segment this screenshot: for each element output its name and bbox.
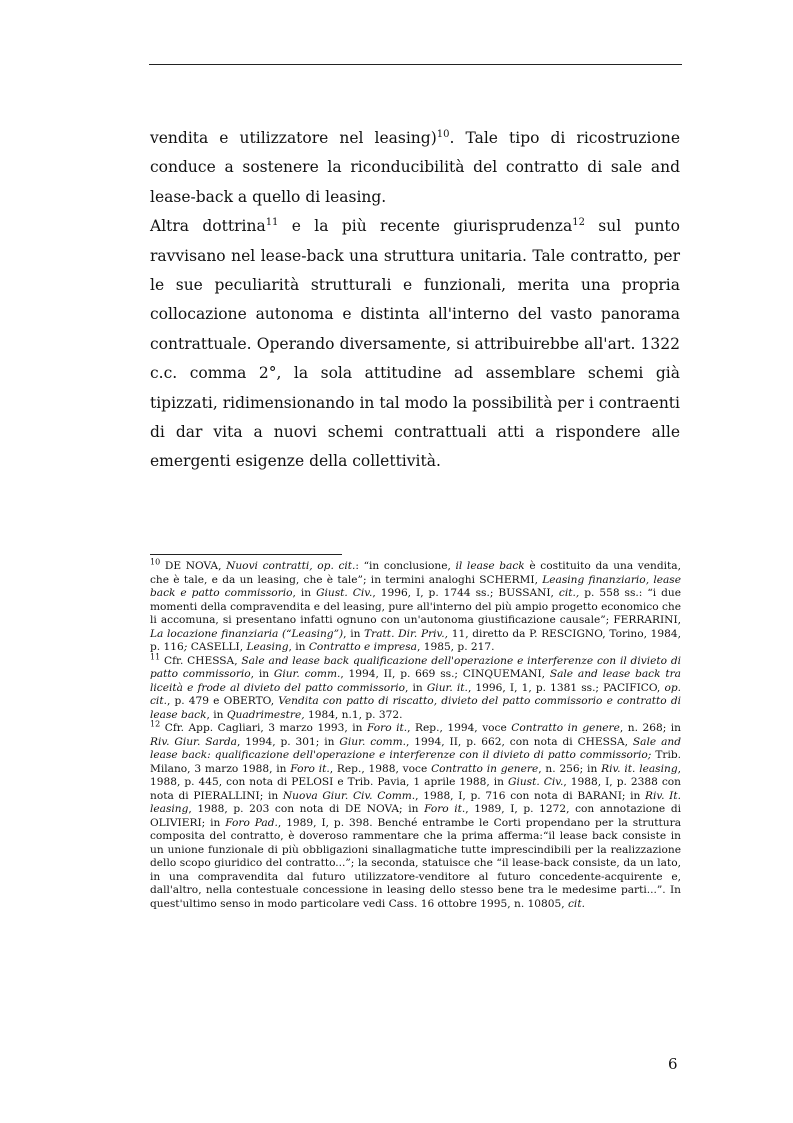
text-run: , 1994, II, p. 669 ss.; CINQUEMANI,	[340, 668, 550, 680]
italic-text: Vendita con patto di riscatto, divieto del patto commissorio e contratto di lease back	[150, 695, 681, 721]
header-rule	[149, 64, 682, 65]
page-number: 6	[668, 1055, 678, 1073]
italic-text: cit.,	[558, 587, 580, 599]
body-paragraph	[150, 124, 680, 212]
text-run: DE NOVA,	[160, 560, 227, 572]
italic-text: La locazione finanziaria (“Leasing”)	[150, 627, 344, 640]
text-run: , 1989, I, p. 1272, con annotazione di OLIVIERI; in	[150, 803, 681, 829]
text-run: p. 558 ss.: “i due momenti della compravendita e del leasing, pure all'interno del più ampio progetto economico che li accomuna, si presentano infatti ognuno con un'autonoma giustificazione causale”; FERRARINI,	[150, 587, 681, 626]
text-run: , 1988, p. 445, con nota di PELOSI e Trib. Pavia, 1 aprile 1988, in	[150, 762, 681, 788]
italic-text: Giur. comm.	[339, 735, 407, 748]
footnotes	[150, 557, 682, 911]
text-run: 11, diretto da P. RESCIGNO, Torino, 1984, p. 116	[150, 627, 681, 653]
text-run: Trib. Milano, 3 marzo 1988, in	[150, 749, 681, 775]
text-run: , 1989, I, p. 398. Benché entrambe le Corti propendano per la struttura composita del contratto, è doveroso rammentare che la prima afferma:“il lease back consiste in un unione funzionale di più obbligazioni sinallagmatiche tutte imprescindibili per la realizzazione dello scopo giuridico del contratto...”; la seconda, statuisce che “il lease-back consiste, da un lato, in una compravendita dal futuro utilizzatore-venditore al futuro concedente-acquirente e, dall'altro, nella contestuale concessione in leasing dello stesso bene tra le medesime parti...”. In quest'ultimo senso in modo particolare vedi Cass. 16 ottobre 1995, n. 10805,	[150, 816, 682, 910]
footnote-ref: 11	[150, 651, 161, 661]
italic-text: Riv. It. leasing	[150, 789, 681, 815]
footnote-ref: 11	[265, 217, 279, 229]
italic-text: Foro it.	[367, 722, 408, 734]
italic-text: Foro it.	[424, 803, 466, 815]
italic-text: Sale and lease back: qualificazione dell'operazione e interferenze con il divieto di patto commissorio;	[150, 735, 681, 761]
text-run: e la più recente giurisprudenza	[278, 217, 573, 236]
text-run: , in	[343, 627, 365, 640]
footnote-12	[150, 719, 682, 911]
italic-text: Sale and lease back tra liceità e frode al divieto del patto commissorio	[150, 668, 681, 694]
text-run: , 1996, I, 1, p. 1381 ss.; PACIFICO,	[467, 681, 665, 694]
text-run: , in	[206, 708, 227, 721]
text-run: Cfr. CHESSA,	[160, 654, 242, 667]
italic-text: Giur. it.	[426, 681, 468, 694]
text-run: , in	[405, 681, 427, 694]
text-run: , p. 479 e OBERTO,	[166, 695, 279, 707]
italic-text: Giust. Civ.	[508, 776, 564, 788]
text-run: , in	[292, 587, 317, 599]
footnote-ref: 10	[436, 128, 450, 140]
text-run: , n. 256; in	[538, 762, 602, 775]
italic-text: Nuova Giur. Civ. Comm.	[282, 789, 416, 802]
footnote-ref: 12	[572, 217, 585, 229]
italic-text: Giur. comm.	[273, 668, 341, 680]
italic-text: Contratto in genere	[431, 762, 539, 775]
text-run: , Rep., 1988, voce	[329, 762, 432, 775]
italic-text: Riv. it. leasing	[601, 762, 678, 775]
text-run: , 1988, I, p. 716 con nota di BARANI; in	[415, 789, 646, 802]
text-run: sul punto ravvisano nel lease-back una struttura unitaria. Tale contratto, per le sue peculiarità strutturali e funzionali, merita una propria collocazione autonoma e distinta all'interno del vasto panorama contrattuale. Operando diversamente, si attribuirebbe all'art. 1322 c.c. comma 2°, la sola attitudine ad assemblare schemi già tipizzati, ridimensionando in tal modo la possibilità per i contraenti di dar vita a nuovi schemi contrattuali atti a rispondere alle emergenti esigenze della collettività.	[150, 217, 680, 471]
italic-text: il lease back	[455, 560, 525, 572]
italic-text: Tratt. Dir. Priv.,	[364, 627, 449, 640]
text-run: , n. 268; in	[619, 722, 682, 734]
italic-text: Leasing finanziario, lease back e patto commissorio	[150, 573, 681, 599]
text-run: , in	[288, 641, 309, 653]
italic-text: Foro it.	[290, 762, 330, 775]
text-run: , 1988, I, p. 2388 con nota di PIERALLINI; in	[150, 776, 681, 802]
italic-text: Contratto e impresa	[308, 641, 417, 653]
text-run: CASELLI,	[187, 641, 247, 653]
text-run: Altra dottrina	[150, 217, 266, 236]
body-text	[150, 124, 680, 477]
text-run: , in	[250, 668, 274, 680]
italic-text: Foro Pad.	[225, 816, 278, 829]
text-run: , 1988, p. 203 con nota di DE NOVA; in	[188, 803, 425, 815]
italic-text: Giust. Civ.	[316, 587, 373, 599]
text-run: , 1996, I, p. 1744 ss.; BUSSANI,	[372, 587, 559, 599]
italic-text: Leasing	[246, 641, 289, 653]
footnote-separator	[150, 554, 342, 555]
footnote-ref: 10	[150, 557, 161, 567]
text-run: , Rep., 1994, voce	[407, 722, 512, 734]
text-run: , 1994, p. 301; in	[236, 735, 340, 748]
text-run: , 1994, II, p. 662, con nota di CHESSA,	[406, 735, 633, 748]
italic-text: Sale and lease back qualificazione dell'operazione e interferenze con il divieto di patto commissorio	[150, 654, 681, 680]
footnote-ref: 12	[150, 719, 161, 729]
italic-text: Quadrimestre,	[226, 708, 305, 721]
text-run: Cfr. App. Cagliari, 3 marzo 1993, in	[160, 722, 368, 734]
text-run: è costituito da una vendita, che è tale, e da un leasing, che è tale”; in termini analoghi SCHERMI,	[150, 560, 681, 586]
text-run: : “in conclusione,	[355, 560, 456, 572]
body-paragraph	[150, 212, 680, 477]
italic-text: Nuovi contratti, op. cit.	[226, 560, 356, 572]
text-run: 1984, n.1, p. 372.	[304, 708, 403, 721]
footnote-10	[150, 557, 681, 655]
italic-text: ;	[183, 641, 188, 653]
italic-text: Riv. Giur. Sarda	[150, 735, 237, 748]
text-run: vendita e utilizzatore nel leasing)	[150, 129, 437, 147]
text-run: , 1985, p. 217.	[416, 641, 495, 653]
italic-text: cit.	[568, 897, 585, 910]
text-run: . Tale tipo di ricostruzione conduce a sostenere la riconducibilità del contratto di sale and lease-back a quello di leasing.	[150, 129, 680, 206]
footnote-11	[150, 651, 681, 723]
italic-text: op. cit.	[150, 681, 681, 707]
italic-text: Contratto in genere	[511, 722, 620, 734]
